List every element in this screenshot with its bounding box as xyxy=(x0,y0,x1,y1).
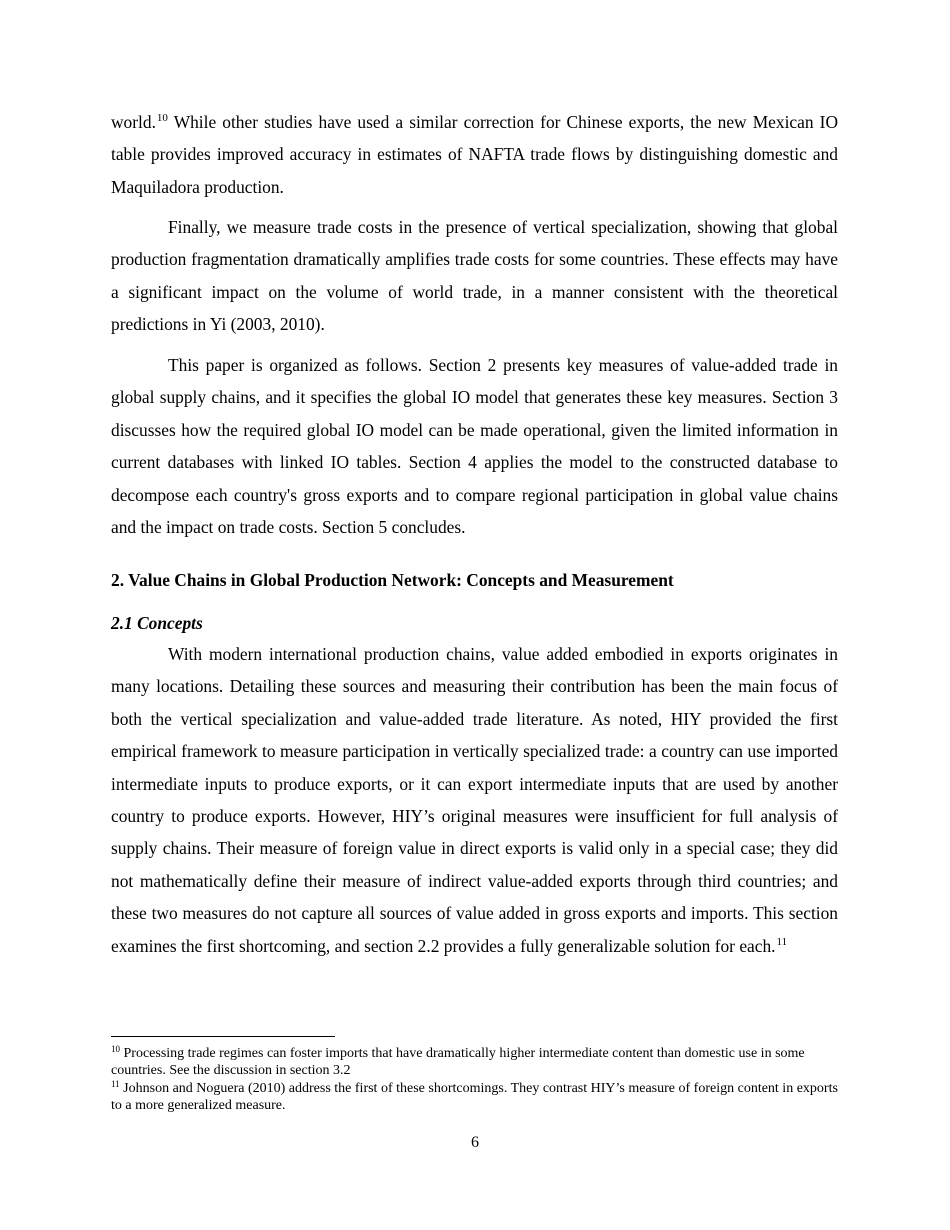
paragraph-text: While other studies have used a similar correction for Chinese exports, the new Mexican IO table provides improved accuracy in estimates of NAFTA trade flows by distinguishing domestic and Maquiladora production. xyxy=(111,112,838,197)
footnote-text: Processing trade regimes can foster imports that have dramatically higher intermediate content than domestic use in some countries. See the discussion in section 3.2 xyxy=(111,1046,805,1078)
subsection-heading: 2.1 Concepts xyxy=(111,613,203,633)
footnote-text: Johnson and Noguera (2010) address the first of these shortcomings. They contrast HIY’s measure of foreign content in exports to a more generalized measure. xyxy=(111,1081,838,1113)
section-heading: 2. Value Chains in Global Production Network: Concepts and Measurement xyxy=(111,570,674,590)
paragraph-concepts xyxy=(111,638,838,962)
footnote-11 xyxy=(111,1080,838,1114)
paragraph-intro-continuation xyxy=(111,106,838,203)
paragraph-text: world. xyxy=(111,112,156,132)
footnote-number: 10 xyxy=(111,1044,120,1054)
footnote-ref-11[interactable]: 11 xyxy=(776,935,788,948)
footnote-divider xyxy=(111,1036,335,1037)
footnote-ref-10[interactable]: 10 xyxy=(156,112,168,124)
footnote-10 xyxy=(111,1045,838,1079)
paragraph-organization: This paper is organized as follows. Section 2 presents key measures of value-added trade in global supply chains, and it specifies the global IO model that generates these key measures. Section 3 discusses how the required global IO model can be made operational, given the limited information in current databases with linked IO tables. Section 4 applies the model to the constructed database to decompose each country's gross exports and to compare regional participation in global value chains and the impact on trade costs. Section 5 concludes. xyxy=(111,355,838,538)
footnote-number: 11 xyxy=(111,1079,120,1089)
paragraph-trade-costs: Finally, we measure trade costs in the presence of vertical specialization, showing that global production fragmentation dramatically amplifies trade costs for some countries. These effects may have a significant impact on the volume of world trade, in a manner consistent with the theoretical predictions in Yi (2003, 2010). xyxy=(111,217,838,335)
paragraph-text: With modern international production chains, value added embodied in exports originates in many locations. Detailing these sources and measuring their contribution has been the main focus of both the vertical specialization and value-added trade literature. As noted, HIY provided the first empirical framework to measure participation in vertically specialized trade: a country can use imported intermediate inputs to produce exports, or it can export intermediate inputs that are used by another country to produce exports. However, HIY’s original measures were insufficient for full analysis of supply chains. Their measure of foreign value in direct exports is valid only in a special case; they did not mathematically define their measure of indirect value-added exports through third countries; and these two measures do not capture all sources of value added in gross exports and imports. This section examines the first shortcoming, and section 2.2 provides a fully generalizable solution for each. xyxy=(111,644,838,956)
page-number: 6 xyxy=(471,1134,479,1151)
